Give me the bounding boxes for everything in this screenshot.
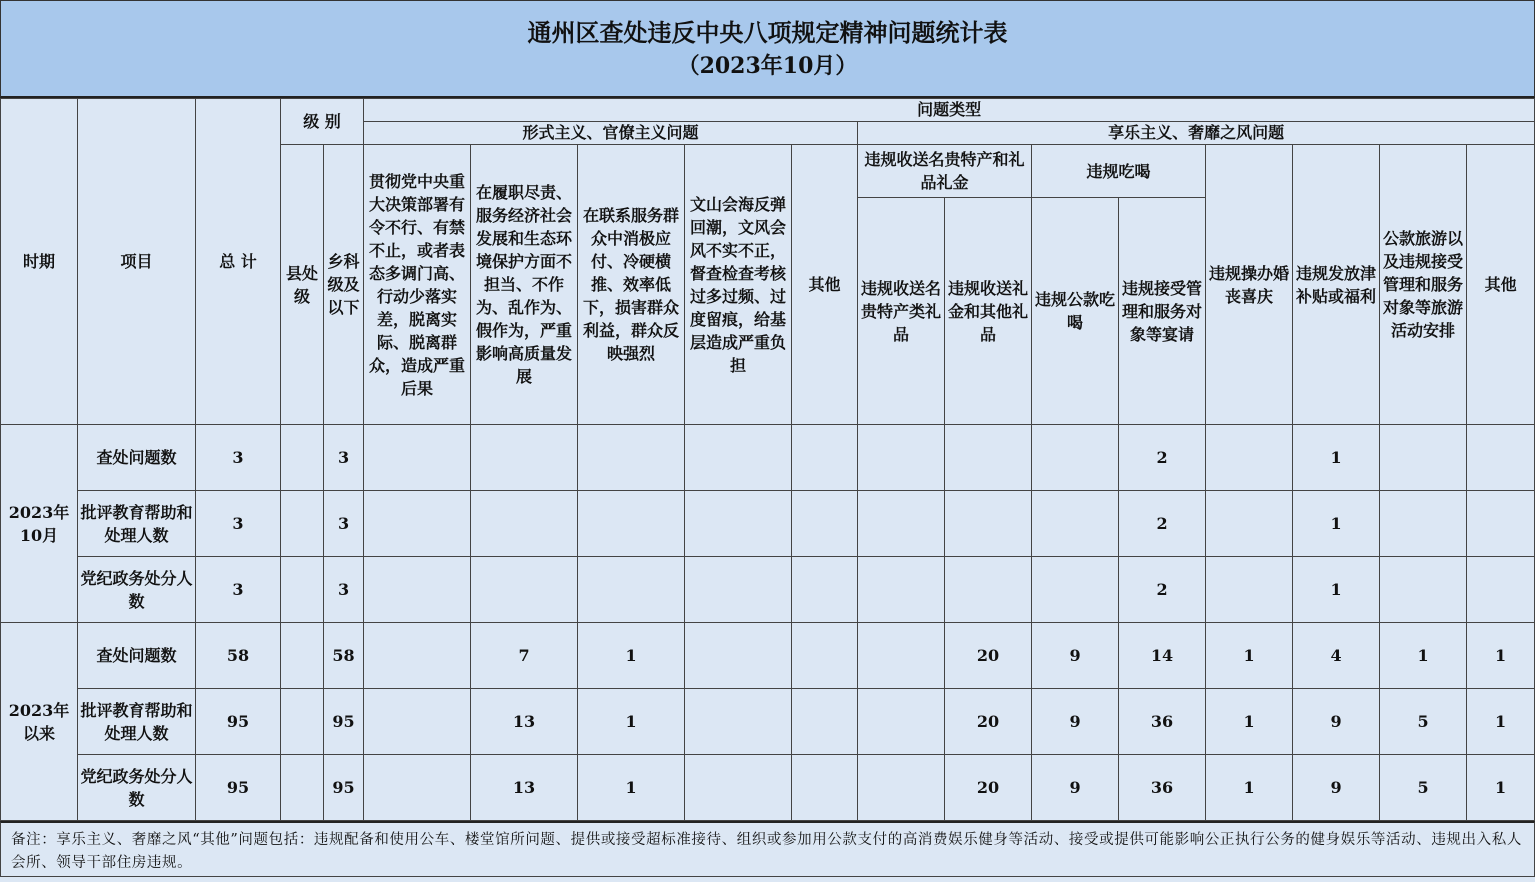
cell-h2: 20	[945, 755, 1032, 821]
cell-county	[281, 689, 324, 755]
header-f2: 在履职尽责、服务经济社会发展和生态环境保护方面不担当、不作为、乱作为、假作为，严重影响高质量发展	[471, 145, 578, 425]
header-gift-group: 违规收送名贵特产和礼品礼金	[858, 145, 1032, 198]
cell-f4	[685, 623, 792, 689]
header-total: 总 计	[196, 99, 281, 425]
header-h1: 违规收送名贵特产类礼品	[858, 198, 945, 425]
cell-h7	[1380, 557, 1467, 623]
cell-h5	[1206, 557, 1293, 623]
cell-h8	[1467, 425, 1535, 491]
cell-h6: 1	[1293, 491, 1380, 557]
cell-f3: 1	[578, 689, 685, 755]
cell-h1	[858, 557, 945, 623]
cell-f5	[792, 755, 858, 821]
cell-h3: 9	[1032, 689, 1119, 755]
header-level: 级 别	[281, 99, 364, 145]
title-main: 通州区查处违反中央八项规定精神问题统计表	[527, 17, 1008, 47]
cell-f5	[792, 491, 858, 557]
table-row	[1, 425, 1535, 491]
cell-f5	[792, 425, 858, 491]
cell-h4: 36	[1119, 755, 1206, 821]
cell-f3	[578, 491, 685, 557]
cell-h5: 1	[1206, 623, 1293, 689]
cell-h3	[1032, 557, 1119, 623]
cell-h6: 9	[1293, 689, 1380, 755]
cell-township: 3	[324, 557, 364, 623]
cell-h7: 5	[1380, 689, 1467, 755]
table-row	[1, 689, 1535, 755]
cell-h1	[858, 425, 945, 491]
cell-h2	[945, 425, 1032, 491]
table-row	[1, 557, 1535, 623]
cell-h3: 9	[1032, 755, 1119, 821]
cell-township: 3	[324, 425, 364, 491]
cell-h8	[1467, 557, 1535, 623]
cell-f4	[685, 689, 792, 755]
cell-h2: 20	[945, 689, 1032, 755]
period-label: 2023年以来	[1, 623, 78, 821]
cell-h5: 1	[1206, 689, 1293, 755]
cell-f4	[685, 755, 792, 821]
table-title	[0, 0, 1535, 98]
title-date: （2023年10月）	[677, 52, 858, 79]
cell-h3: 9	[1032, 623, 1119, 689]
cell-f2	[471, 557, 578, 623]
header-h7: 公款旅游以及违规接受管理和服务对象等旅游活动安排	[1380, 145, 1467, 425]
cell-county	[281, 491, 324, 557]
cell-county	[281, 425, 324, 491]
header-hedonism: 享乐主义、奢靡之风问题	[858, 122, 1535, 145]
cell-f2: 13	[471, 755, 578, 821]
cell-h2	[945, 557, 1032, 623]
cell-h1	[858, 623, 945, 689]
cell-h7	[1380, 491, 1467, 557]
header-township-level: 乡科级及以下	[324, 145, 364, 425]
cell-f5	[792, 689, 858, 755]
cell-h6: 1	[1293, 557, 1380, 623]
cell-h3	[1032, 491, 1119, 557]
cell-h4: 2	[1119, 425, 1206, 491]
cell-f3: 1	[578, 623, 685, 689]
header-period: 时期	[1, 99, 78, 425]
cell-f3	[578, 425, 685, 491]
footnote: 备注：享乐主义、奢靡之风“其他”问题包括：违规配备和使用公车、楼堂馆所问题、提供或接受超标准接待、组织或参加用公款支付的高消费娱乐健身等活动、接受或提供可能影响公正执行公务的健身娱乐等活动、违规出入私人会所、领导干部住房违规。	[0, 821, 1535, 877]
header-h2: 违规收送礼金和其他礼品	[945, 198, 1032, 425]
row-item-label: 批评教育帮助和处理人数	[78, 491, 196, 557]
header-h3: 违规公款吃喝	[1032, 198, 1119, 425]
cell-f1	[364, 491, 471, 557]
cell-h7: 5	[1380, 755, 1467, 821]
period-label: 2023年10月	[1, 425, 78, 623]
cell-h4: 36	[1119, 689, 1206, 755]
table-row	[1, 491, 1535, 557]
cell-f1	[364, 425, 471, 491]
header-h4: 违规接受管理和服务对象等宴请	[1119, 198, 1206, 425]
cell-f3: 1	[578, 755, 685, 821]
row-item-label: 批评教育帮助和处理人数	[78, 689, 196, 755]
row-item-label: 查处问题数	[78, 425, 196, 491]
row-item-label: 查处问题数	[78, 623, 196, 689]
cell-h7	[1380, 425, 1467, 491]
cell-h7: 1	[1380, 623, 1467, 689]
header-f5: 其他	[792, 145, 858, 425]
cell-h3	[1032, 425, 1119, 491]
cell-h5: 1	[1206, 755, 1293, 821]
cell-f4	[685, 425, 792, 491]
cell-county	[281, 623, 324, 689]
cell-h8: 1	[1467, 623, 1535, 689]
table-header	[1, 99, 1535, 425]
cell-h6: 9	[1293, 755, 1380, 821]
cell-total: 95	[196, 689, 281, 755]
row-item-label: 党纪政务处分人数	[78, 557, 196, 623]
cell-h5	[1206, 491, 1293, 557]
cell-h8: 1	[1467, 755, 1535, 821]
table-body	[1, 425, 1535, 821]
table-row	[1, 623, 1535, 689]
header-f4: 文山会海反弹回潮，文风会风不实不正，督查检查考核过多过频、过度留痕，给基层造成严重负担	[685, 145, 792, 425]
cell-f2: 7	[471, 623, 578, 689]
header-h8: 其他	[1467, 145, 1535, 425]
cell-h1	[858, 755, 945, 821]
cell-h1	[858, 491, 945, 557]
cell-f5	[792, 557, 858, 623]
cell-total: 95	[196, 755, 281, 821]
cell-total: 3	[196, 425, 281, 491]
cell-township: 95	[324, 689, 364, 755]
cell-total: 3	[196, 557, 281, 623]
cell-h4: 2	[1119, 491, 1206, 557]
cell-f1	[364, 623, 471, 689]
cell-f2	[471, 425, 578, 491]
table-row	[1, 755, 1535, 821]
cell-total: 58	[196, 623, 281, 689]
header-f3: 在联系服务群众中消极应付、冷硬横推、效率低下，损害群众利益，群众反映强烈	[578, 145, 685, 425]
cell-h8	[1467, 491, 1535, 557]
cell-township: 3	[324, 491, 364, 557]
cell-h2: 20	[945, 623, 1032, 689]
statistics-table	[0, 98, 1535, 821]
header-h5: 违规操办婚丧喜庆	[1206, 145, 1293, 425]
cell-h1	[858, 689, 945, 755]
cell-county	[281, 755, 324, 821]
header-f1: 贯彻党中央重大决策部署有令不行、有禁不止，或者表态多调门高、行动少落实差，脱离实际、脱离群众，造成严重后果	[364, 145, 471, 425]
header-dining-group: 违规吃喝	[1032, 145, 1206, 198]
row-item-label: 党纪政务处分人数	[78, 755, 196, 821]
cell-f3	[578, 557, 685, 623]
cell-f1	[364, 689, 471, 755]
cell-h6: 1	[1293, 425, 1380, 491]
cell-total: 3	[196, 491, 281, 557]
cell-township: 58	[324, 623, 364, 689]
cell-f4	[685, 491, 792, 557]
cell-f1	[364, 557, 471, 623]
header-formalism: 形式主义、官僚主义问题	[364, 122, 858, 145]
cell-h8: 1	[1467, 689, 1535, 755]
cell-county	[281, 557, 324, 623]
cell-h4: 14	[1119, 623, 1206, 689]
cell-h5	[1206, 425, 1293, 491]
cell-f4	[685, 557, 792, 623]
header-problem-type: 问题类型	[364, 99, 1535, 122]
cell-f1	[364, 755, 471, 821]
header-item: 项目	[78, 99, 196, 425]
cell-f5	[792, 623, 858, 689]
header-h6: 违规发放津补贴或福利	[1293, 145, 1380, 425]
cell-h2	[945, 491, 1032, 557]
cell-f2	[471, 491, 578, 557]
cell-h6: 4	[1293, 623, 1380, 689]
cell-h4: 2	[1119, 557, 1206, 623]
cell-township: 95	[324, 755, 364, 821]
header-county-level: 县处级	[281, 145, 324, 425]
cell-f2: 13	[471, 689, 578, 755]
